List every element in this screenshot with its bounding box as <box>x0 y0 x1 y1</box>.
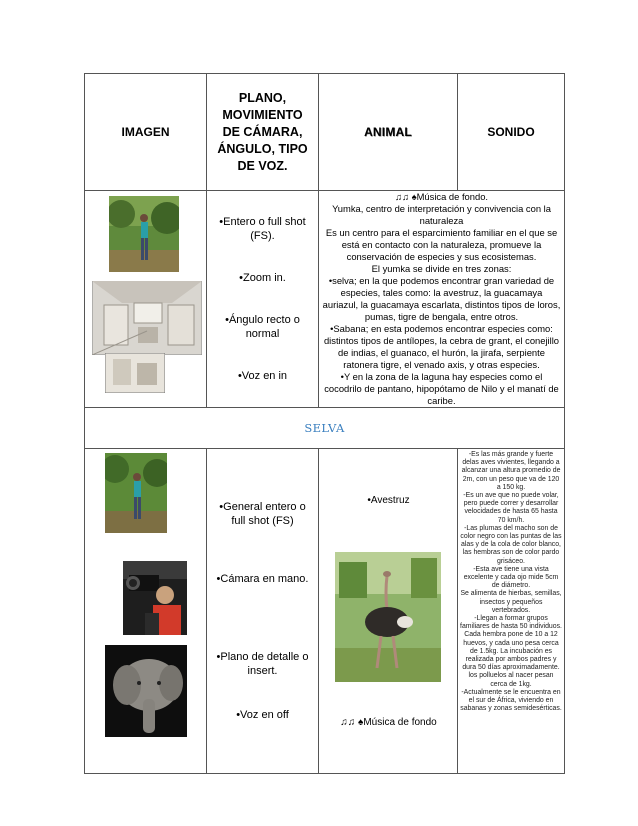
plano-item: •General entero o full shot (FS) <box>219 501 306 527</box>
header-plano-line: DE VOZ. <box>237 158 288 173</box>
scene-row-1 <box>85 191 565 408</box>
description-paragraph: Es un centro para el esparcimiento familiar en el que se está en contacto con la naturaleza, promueve la conservación de especies y sus ecosistemas. <box>325 227 558 262</box>
sonido-paragraph: -Las plumas del macho son de color negro con las puntas de las alas y de la cola de color blanco, las hembras son de color pardo grisáceo. <box>460 524 562 565</box>
scene-2-animal <box>319 449 458 774</box>
ostrich-photo <box>335 552 441 682</box>
sonido-paragraph: -Es las más grande y fuerte delas aves vivientes, llegando a alcanzar una altura promedio de 2m, con un peso que va de 120 a 150 kg. <box>461 451 561 491</box>
description-paragraph: •Y en la zona de la laguna hay especies como el cocodrilo de pantano, hipopótamo de Nilo y el manatí de caribe. <box>324 371 559 406</box>
scene-1-plano <box>207 191 319 408</box>
animal-name: •Avestruz <box>367 495 410 506</box>
header-plano-line: ÁNGULO, TIPO <box>217 141 308 156</box>
scene-2-sonido <box>458 449 565 774</box>
scene-2-plano <box>207 449 319 774</box>
header-plano-line: MOVIMIENTO <box>222 107 303 122</box>
description-paragraph: Yumka, centro de interpretación y convivencia con la naturaleza <box>332 203 551 226</box>
header-plano-line: DE CÁMARA, <box>222 124 303 139</box>
zoom-inset-photo <box>105 353 165 393</box>
section-row <box>85 408 565 449</box>
sonido-paragraph: -Es un ave que no puede volar, pero puede correr y desarrollar velocidades de hasta 65 hasta 70 km/h. <box>463 492 559 524</box>
woman-in-park-photo <box>105 453 167 533</box>
description-paragraph: El yumka se divide en tres zonas: <box>371 263 512 274</box>
plano-item: •Ángulo recto o normal <box>225 314 300 340</box>
music-note: ♫♫ ♠Música de fondo <box>340 717 437 728</box>
header-plano-line: PLANO, <box>238 90 287 105</box>
scene-2-images <box>85 449 207 774</box>
plano-item: •Voz en in <box>237 370 288 382</box>
exhibit-hall-photo <box>92 281 202 355</box>
cameraman-photo <box>123 561 187 635</box>
plano-item: •Entero o full shot (FS). <box>219 216 306 242</box>
plano-item: •Voz en off <box>236 709 289 721</box>
header-plano <box>207 74 319 191</box>
description-paragraph: ♫♫ ♠Música de fondo. <box>394 191 489 202</box>
scene-1-description <box>319 191 565 408</box>
sonido-paragraph: Se alimenta de hierbas, semillas, insectos y pequeños vertebrados. <box>460 590 562 614</box>
plano-item: •Cámara en mano. <box>216 573 309 585</box>
description-paragraph: •selva; en la que podemos encontrar gran variedad de especies, tales como: la avestruz, la guacamaya auriazul, la guacamaya escarlata, distintos tipos de loros, pumas, tigre de bengala, entre otros. <box>322 275 561 322</box>
header-imagen: IMAGEN <box>85 74 207 191</box>
storyboard-table <box>84 73 565 774</box>
header-animal: ANIMAL <box>319 74 458 191</box>
description-paragraph: •Sabana; en esta podemos encontrar especies como: distintos tipos de antílopes, la cebra de grant, el conejillo de indias, el guanaco, el hurón, la jirafa, serpiente ratonera tigre, el venado axis, y otras especies. <box>323 323 560 370</box>
plano-item: •Plano de detalle o insert. <box>216 651 309 677</box>
sonido-paragraph: -Actualmente se le encuentra en el sur de África, viviendo en sabanas y zonas semidesérticas. <box>460 688 562 713</box>
plano-item: •Zoom in. <box>239 272 286 284</box>
section-title-selva: SELVA <box>85 408 565 449</box>
woman-in-park-photo <box>109 196 179 272</box>
scene-1-images <box>85 191 207 408</box>
sonido-paragraph: -Esta ave tiene una vista excelente y cada ojo mide 5cm de diámetro. <box>463 565 559 590</box>
sonido-paragraph: -Llegan a formar grupos familiares de hasta 50 individuos. Cada hembra pone de 10 a 12 huevos, y cada uno pesa cerca de 1.5kg. La incubación es realizada por ambos padres y dura 50 días aproximadamente. los polluelos al nacer pesan cerca de 1kg. <box>460 615 562 688</box>
header-row <box>85 74 565 191</box>
scene-row-2 <box>85 449 565 774</box>
elephant-photo <box>105 645 187 737</box>
header-sonido: SONIDO <box>458 74 565 191</box>
